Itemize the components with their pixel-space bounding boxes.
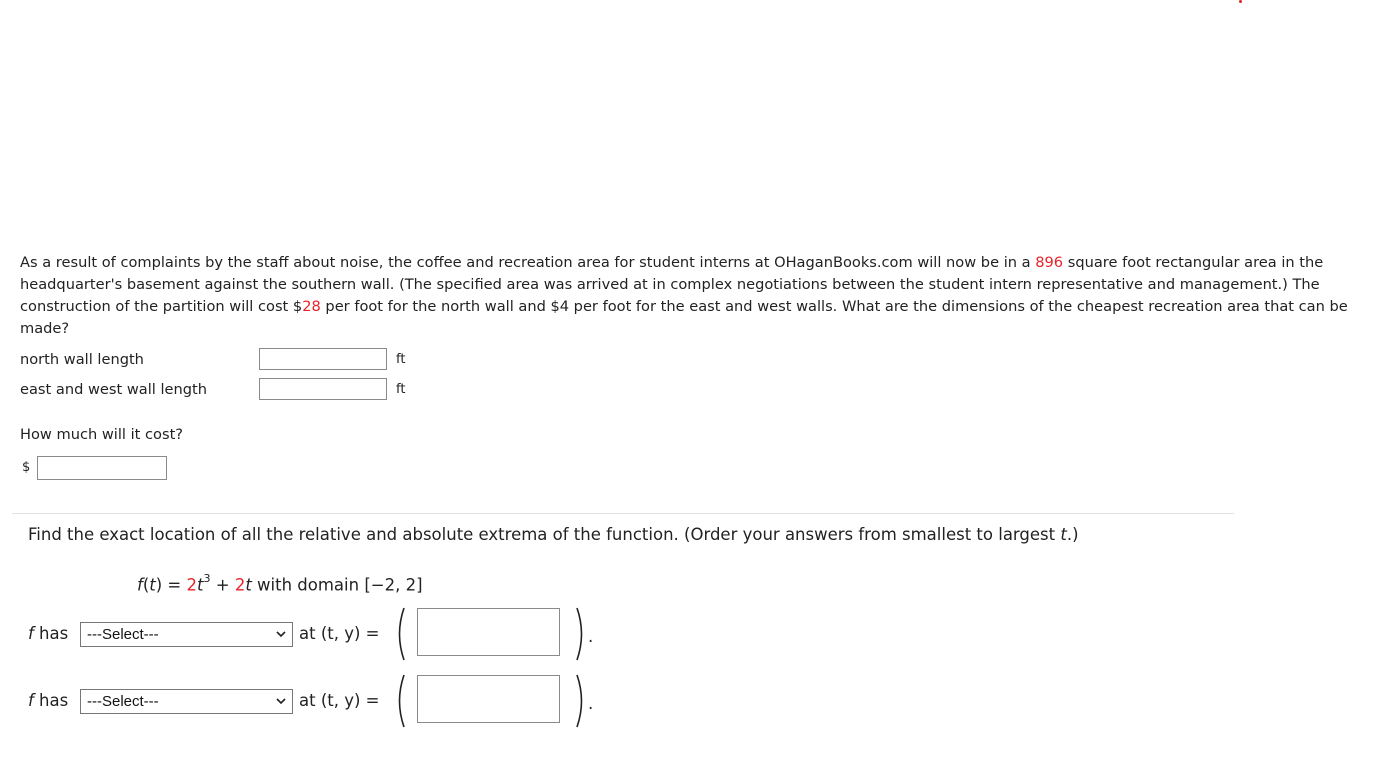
f-has-label bbox=[28, 622, 68, 646]
has-word: has bbox=[33, 624, 69, 643]
domain-text: with domain [−2, 2] bbox=[251, 575, 423, 595]
period: . bbox=[588, 627, 594, 646]
term1-var: t bbox=[197, 575, 204, 595]
coordinate-input[interactable] bbox=[417, 675, 560, 723]
func-open: ( bbox=[142, 575, 150, 595]
east-west-wall-input[interactable] bbox=[259, 378, 387, 400]
has-word: has bbox=[33, 691, 69, 710]
problem2-text-2: .) bbox=[1066, 525, 1079, 544]
coef-2: 2 bbox=[234, 575, 246, 595]
at-t-y-label: at (t, y) = bbox=[299, 691, 380, 710]
problem1-text-3: per foot for the north wall and $4 per foot for the east and west walls. What are the dimensions of the cheapest recreation area that can be made? bbox=[20, 298, 1348, 337]
f-symbol: f bbox=[28, 691, 34, 710]
f-has-label bbox=[28, 689, 68, 713]
north-cost-value: 28 bbox=[302, 298, 321, 315]
problem1-question bbox=[20, 252, 1378, 340]
north-wall-label: north wall length bbox=[20, 351, 144, 368]
at-t-y-label: at (t, y) = bbox=[299, 624, 380, 643]
left-paren-icon bbox=[393, 606, 407, 662]
section-divider bbox=[12, 513, 1234, 514]
term2-var: t bbox=[245, 575, 252, 595]
north-wall-input[interactable] bbox=[259, 348, 387, 370]
east-west-wall-label: east and west wall length bbox=[20, 381, 208, 398]
problem2-var-t: t bbox=[1060, 525, 1067, 544]
coordinate-input[interactable] bbox=[417, 608, 560, 656]
function-definition bbox=[137, 568, 423, 599]
cost-input[interactable] bbox=[37, 456, 167, 480]
extremum-type-select[interactable] bbox=[80, 689, 293, 714]
right-paren-icon bbox=[574, 606, 588, 662]
north-wall-unit: ft bbox=[396, 352, 406, 367]
func-name: f bbox=[137, 575, 143, 595]
problem1-text-1: As a result of complaints by the staff about noise, the coffee and recreation area for student interns at OHaganBooks.com will now be in a bbox=[20, 254, 1036, 271]
right-paren-icon bbox=[574, 673, 588, 729]
left-paren-icon bbox=[393, 673, 407, 729]
func-arg: t bbox=[149, 575, 156, 595]
extremum-type-select[interactable] bbox=[80, 622, 293, 647]
coef-1: 2 bbox=[186, 575, 197, 595]
chevron-down-icon bbox=[276, 629, 286, 639]
red-marker-dot bbox=[1239, 0, 1242, 3]
area-value: 896 bbox=[1035, 254, 1064, 271]
chevron-down-icon bbox=[276, 696, 286, 706]
east-west-wall-unit: ft bbox=[396, 382, 406, 397]
dollar-sign: $ bbox=[22, 460, 31, 475]
select-value: ---Select--- bbox=[87, 693, 159, 710]
plus-sign: + bbox=[210, 575, 235, 595]
problem2-question bbox=[28, 523, 1079, 547]
term1-exp: 3 bbox=[203, 572, 211, 585]
func-close: ) = bbox=[155, 575, 187, 595]
problem2-text-1: Find the exact location of all the relative and absolute extrema of the function. (Order your answers from smallest to largest bbox=[28, 525, 1061, 544]
select-value: ---Select--- bbox=[87, 626, 159, 643]
f-symbol: f bbox=[28, 624, 34, 643]
period: . bbox=[588, 694, 594, 713]
problem1-text-2: square foot rectangular area in the headquarter's basement against the southern wall. (The specified area was arrived at in complex negotiations between the student intern representative and management.) The construction of the partition will cost $ bbox=[20, 254, 1324, 315]
cost-question: How much will it cost? bbox=[20, 426, 184, 443]
